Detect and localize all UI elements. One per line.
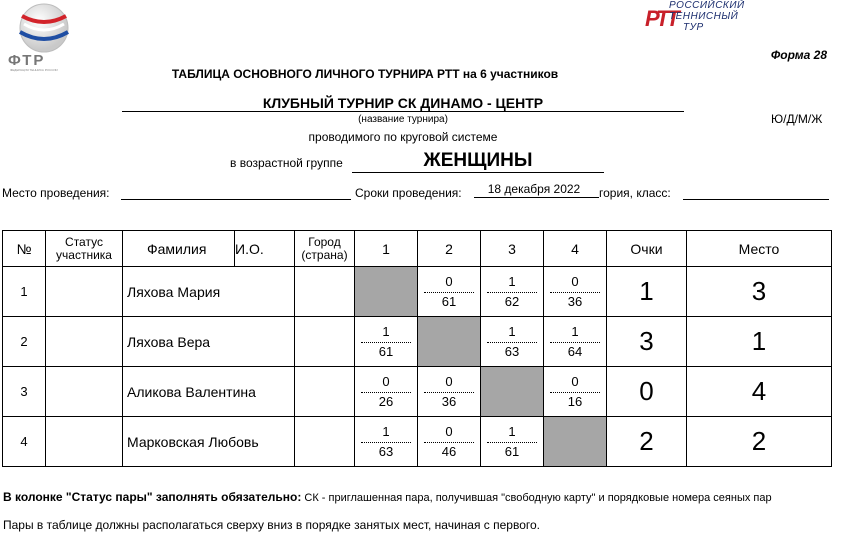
score-cell[interactable] bbox=[355, 367, 418, 417]
header-number: № bbox=[3, 231, 46, 267]
score-cell[interactable] bbox=[355, 417, 418, 467]
score-games: 61 bbox=[378, 344, 394, 359]
score-result: 1 bbox=[382, 324, 390, 339]
score-cell-self bbox=[418, 317, 481, 367]
dates-label: Сроки проведения: bbox=[355, 186, 462, 200]
score-games: 46 bbox=[441, 444, 457, 459]
score-games: 63 bbox=[504, 344, 520, 359]
venue-label: Место проведения: bbox=[2, 186, 110, 200]
header-city: Город (страна) bbox=[295, 231, 355, 267]
row-status[interactable] bbox=[46, 317, 123, 367]
score-cell[interactable] bbox=[544, 267, 607, 317]
score-divider bbox=[361, 342, 411, 343]
score-cell[interactable] bbox=[481, 417, 544, 467]
row-city[interactable] bbox=[295, 417, 355, 467]
table-row bbox=[3, 417, 832, 467]
score-cell[interactable] bbox=[418, 367, 481, 417]
header-points: Очки bbox=[607, 231, 687, 267]
score-games: 36 bbox=[567, 294, 583, 309]
rtt-logo-letters: РТТ bbox=[645, 6, 677, 31]
score-games: 62 bbox=[504, 294, 520, 309]
ftr-logo bbox=[4, 2, 84, 74]
table-row bbox=[3, 367, 832, 417]
rtt-logo-line-3: ТУР bbox=[683, 22, 704, 33]
category-codes: Ю/Д/М/Ж bbox=[771, 112, 823, 126]
score-divider bbox=[487, 442, 537, 443]
score-cell[interactable] bbox=[544, 367, 607, 417]
results-table bbox=[2, 230, 832, 467]
dates-underline bbox=[474, 197, 599, 198]
score-divider bbox=[361, 442, 411, 443]
score-result: 1 bbox=[382, 424, 390, 439]
age-group-label: в возрастной группе bbox=[230, 156, 343, 170]
system-text: проводимого по круговой системе bbox=[308, 130, 498, 144]
score-cell[interactable] bbox=[418, 417, 481, 467]
row-name[interactable]: Ляхова Вера bbox=[123, 317, 295, 367]
table-row bbox=[3, 267, 832, 317]
score-cell-self bbox=[544, 417, 607, 467]
score-cell-self bbox=[355, 267, 418, 317]
age-group-value: ЖЕНЩИНЫ bbox=[423, 150, 533, 171]
score-games: 16 bbox=[567, 394, 583, 409]
row-status[interactable] bbox=[46, 367, 123, 417]
row-place[interactable]: 4 bbox=[687, 367, 832, 417]
row-name[interactable]: Марковская Любовь bbox=[123, 417, 295, 467]
row-place[interactable]: 1 bbox=[687, 317, 832, 367]
row-place[interactable]: 2 bbox=[687, 417, 832, 467]
table-header-row bbox=[3, 231, 832, 267]
score-divider bbox=[487, 342, 537, 343]
score-games: 36 bbox=[441, 394, 457, 409]
row-number[interactable]: 2 bbox=[3, 317, 46, 367]
tournament-name-caption: (название турнира) bbox=[358, 114, 448, 125]
rtt-logo bbox=[643, 0, 773, 40]
category-underline bbox=[683, 199, 829, 200]
age-group-underline bbox=[352, 172, 604, 173]
header-place: Место bbox=[687, 231, 832, 267]
row-place[interactable]: 3 bbox=[687, 267, 832, 317]
score-divider bbox=[424, 292, 474, 293]
header-col-4: 4 bbox=[544, 231, 607, 267]
score-result: 1 bbox=[508, 274, 516, 289]
score-result: 0 bbox=[445, 374, 453, 389]
score-games: 61 bbox=[504, 444, 520, 459]
score-cell[interactable] bbox=[544, 317, 607, 367]
score-divider bbox=[424, 442, 474, 443]
row-status[interactable] bbox=[46, 417, 123, 467]
row-status[interactable] bbox=[46, 267, 123, 317]
row-points[interactable]: 3 bbox=[607, 317, 687, 367]
score-cell[interactable] bbox=[418, 267, 481, 317]
category-label: гория, класс: bbox=[599, 186, 671, 200]
score-result: 1 bbox=[571, 324, 579, 339]
score-games: 63 bbox=[378, 444, 394, 459]
row-name[interactable]: Ляхова Мария bbox=[123, 267, 295, 317]
header-status: Статус участника bbox=[46, 231, 123, 267]
rtt-logo-line-2: ТЕННИСНЫЙ bbox=[669, 11, 739, 22]
score-divider bbox=[550, 342, 600, 343]
ftr-logo-text: ФТР bbox=[8, 52, 46, 69]
row-number[interactable]: 4 bbox=[3, 417, 46, 467]
score-result: 0 bbox=[571, 274, 579, 289]
row-name[interactable]: Аликова Валентина bbox=[123, 367, 295, 417]
row-points[interactable]: 2 bbox=[607, 417, 687, 467]
form-number: Форма 28 bbox=[770, 48, 827, 62]
status-note bbox=[3, 490, 772, 504]
row-points[interactable]: 1 bbox=[607, 267, 687, 317]
score-result: 0 bbox=[571, 374, 579, 389]
score-divider bbox=[361, 392, 411, 393]
score-cell[interactable] bbox=[355, 317, 418, 367]
score-games: 26 bbox=[378, 394, 394, 409]
header-initials: И.О. bbox=[235, 231, 295, 267]
score-games: 61 bbox=[441, 294, 457, 309]
dates-value[interactable]: 18 декабря 2022 bbox=[487, 182, 581, 196]
header-col-1: 1 bbox=[355, 231, 418, 267]
row-points[interactable]: 0 bbox=[607, 367, 687, 417]
score-divider bbox=[424, 392, 474, 393]
table-row bbox=[3, 317, 832, 367]
score-result: 0 bbox=[445, 424, 453, 439]
score-cell-self bbox=[481, 367, 544, 417]
main-title: ТАБЛИЦА ОСНОВНОГО ЛИЧНОГО ТУРНИРА РТТ на 6 участников bbox=[171, 67, 559, 81]
row-city[interactable] bbox=[295, 367, 355, 417]
score-divider bbox=[550, 392, 600, 393]
status-note-bold: В колонке "Статус пары" заполнять обязательно: bbox=[3, 490, 302, 504]
score-result: 0 bbox=[382, 374, 390, 389]
status-note-text: СК - приглашенная пара, получившая "свободную карту" и порядковые номера сеяных пар bbox=[301, 492, 772, 504]
score-cell[interactable] bbox=[481, 267, 544, 317]
score-divider bbox=[487, 292, 537, 293]
score-result: 1 bbox=[508, 424, 516, 439]
header-col-3: 3 bbox=[481, 231, 544, 267]
score-result: 1 bbox=[508, 324, 516, 339]
order-note: Пары в таблице должны располагаться сверху вниз в порядке занятых мест, начиная с первого. bbox=[3, 518, 541, 532]
score-games: 64 bbox=[567, 344, 583, 359]
row-number[interactable]: 3 bbox=[3, 367, 46, 417]
header-surname: Фамилия bbox=[123, 231, 235, 267]
score-result: 0 bbox=[445, 274, 453, 289]
rtt-logo-line-1: РОССИЙСКИЙ bbox=[669, 0, 745, 11]
tournament-name: КЛУБНЫЙ ТУРНИР СК ДИНАМО - ЦЕНТР bbox=[262, 95, 544, 111]
score-divider bbox=[550, 292, 600, 293]
tournament-name-underline bbox=[122, 111, 684, 112]
row-city[interactable] bbox=[295, 317, 355, 367]
row-city[interactable] bbox=[295, 267, 355, 317]
header-col-2: 2 bbox=[418, 231, 481, 267]
row-number[interactable]: 1 bbox=[3, 267, 46, 317]
venue-underline bbox=[121, 199, 351, 200]
ftr-logo-subtext: ФЕДЕРАЦИЯ ТЕННИСА РОССИИ bbox=[10, 68, 58, 72]
score-cell[interactable] bbox=[481, 317, 544, 367]
